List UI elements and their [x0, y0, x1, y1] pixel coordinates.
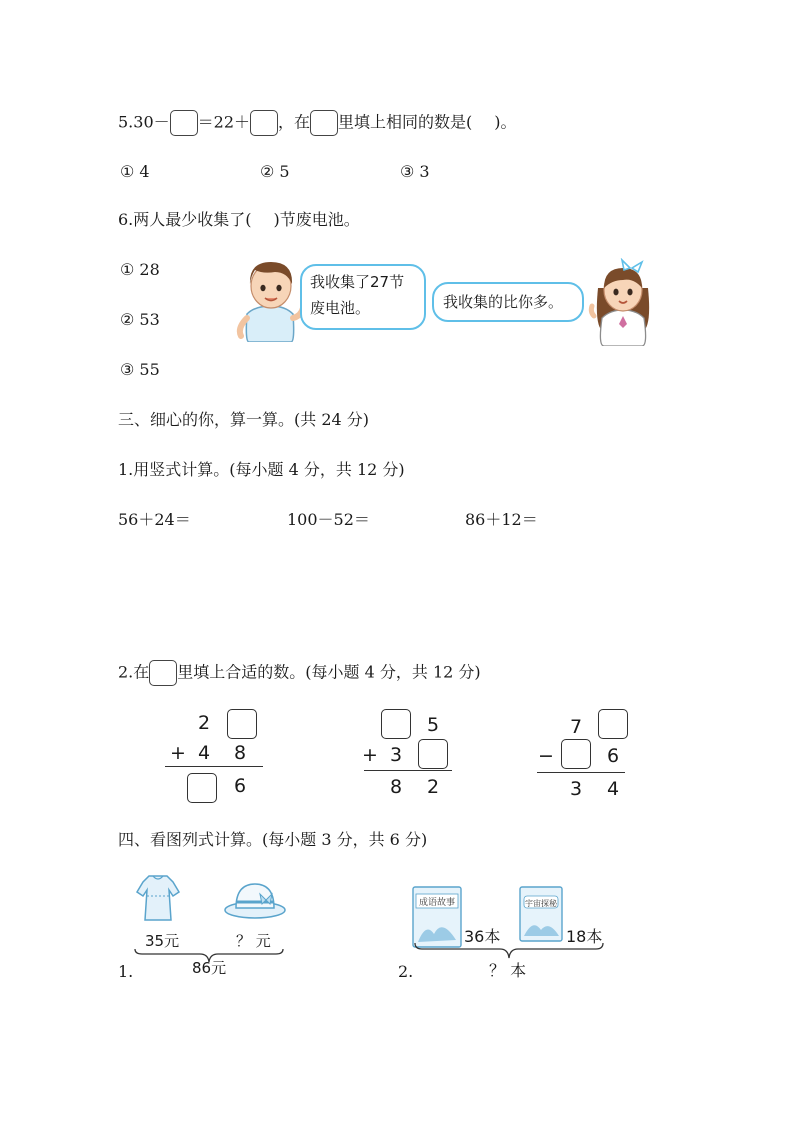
box-icon	[149, 660, 177, 686]
boy-illustration	[235, 258, 307, 342]
digit: 8	[390, 776, 403, 798]
q5-equation: ＝22＋	[197, 112, 251, 132]
sum-line	[364, 770, 452, 771]
answer-box[interactable]	[418, 739, 448, 769]
boy-speech-line-2: 废电池。	[310, 299, 371, 317]
section-3-q1-title: 1.用竖式计算。(每小题 4 分，共 12 分)	[118, 460, 405, 479]
digit: 4	[607, 778, 620, 800]
q5-text: ，在	[278, 112, 311, 132]
q5-option-3[interactable]: ③ 3	[400, 162, 430, 181]
answer-box[interactable]	[598, 709, 628, 739]
picture-problem-1-number: 1.	[118, 962, 134, 981]
vertical-calc-expr-1: 56＋24＝	[118, 510, 191, 529]
answer-box[interactable]	[310, 110, 338, 136]
answer-box[interactable]	[187, 773, 217, 803]
question-5	[118, 110, 517, 136]
sum-line	[165, 766, 263, 767]
digit: 8	[234, 742, 247, 764]
q2-post: 里填上合适的数。(每小题 4 分，共 12 分)	[177, 662, 481, 682]
digit: 7	[570, 716, 583, 738]
book-1-title: 成语故事	[418, 898, 456, 908]
question-6	[118, 210, 360, 230]
girl-speech-text: 我收集的比你多。	[443, 293, 564, 311]
section-3-q2-title	[118, 660, 481, 686]
picture-problem-2-number: 2.	[398, 962, 414, 981]
minus-sign: －	[153, 112, 170, 132]
hat-icon	[222, 880, 288, 920]
plus-sign: +	[362, 744, 378, 766]
q5-option-1[interactable]: ① 4	[120, 162, 150, 181]
q5-tail: 里填上相同的数是(	[338, 112, 473, 132]
boy-speech-bubble	[300, 264, 426, 330]
book-1-count: 36本	[464, 927, 501, 946]
boy-speech-line-1: 我收集了27节	[310, 273, 405, 291]
hat-price: ？ 元	[236, 932, 271, 950]
girl-speech-bubble	[432, 282, 584, 322]
digit: 6	[607, 745, 620, 767]
q6-option-2[interactable]: ② 53	[120, 310, 160, 329]
minus-sign: −	[538, 745, 554, 767]
q5-number: 5.30	[118, 112, 154, 132]
universe-book-icon	[519, 886, 563, 942]
book-2-count: 18本	[566, 927, 603, 946]
book-2-title: 宇宙探秘	[525, 899, 557, 908]
q6-option-1[interactable]: ① 28	[120, 260, 160, 279]
q6-post: )节废电池。	[273, 210, 360, 229]
answer-box[interactable]	[381, 709, 411, 739]
digit: 2	[427, 776, 440, 798]
q5-option-2[interactable]: ② 5	[260, 162, 290, 181]
answer-box[interactable]	[250, 110, 278, 136]
difference-line	[537, 772, 625, 773]
digit: 4	[198, 742, 211, 764]
q2-pre: 2.在	[118, 662, 150, 682]
answer-box[interactable]	[170, 110, 198, 136]
section-4-title: 四、看图列式计算。(每小题 3 分，共 6 分)	[118, 830, 428, 849]
vertical-calc-expr-2: 100－52＝	[287, 510, 370, 529]
answer-box[interactable]	[227, 709, 257, 739]
digit: 5	[427, 714, 440, 736]
q6-pre: 6.两人最少收集了(	[118, 210, 252, 229]
dress-price: 35元	[145, 932, 180, 950]
total-books: ？ 本	[489, 961, 527, 980]
idiom-story-book-icon	[412, 886, 462, 948]
total-price: 86元	[192, 959, 227, 977]
answer-box[interactable]	[561, 739, 591, 769]
girl-illustration	[586, 258, 660, 346]
dress-icon	[133, 874, 183, 922]
q6-option-3[interactable]: ③ 55	[120, 360, 160, 379]
section-3-title: 三、细心的你，算一算。(共 24 分)	[118, 410, 370, 429]
digit: 3	[390, 744, 403, 766]
digit: 2	[198, 712, 211, 734]
digit: 3	[570, 778, 583, 800]
digit: 6	[234, 775, 247, 797]
q5-end: )。	[494, 112, 517, 132]
plus-sign: +	[170, 742, 186, 764]
vertical-calc-expr-3: 86＋12＝	[465, 510, 538, 529]
